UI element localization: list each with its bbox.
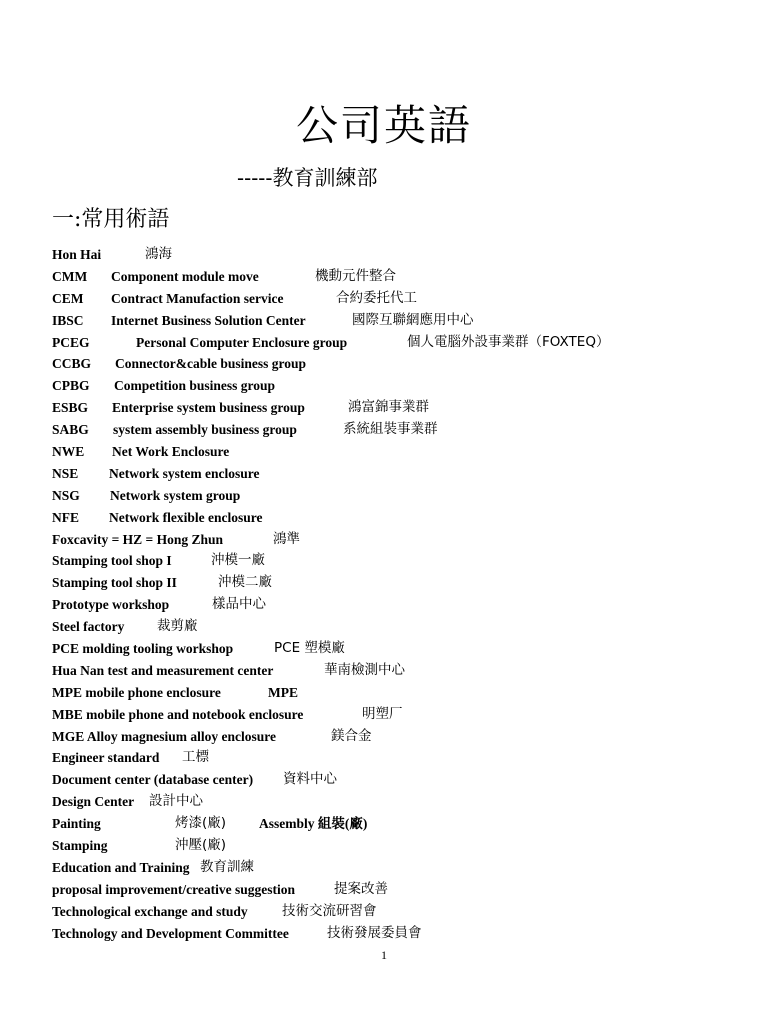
term-zh: 沖模二廠: [218, 574, 272, 591]
term-zh: 沖壓(廠): [175, 837, 227, 854]
term-en: Painting: [52, 816, 101, 832]
glossary-row-nfe: [52, 507, 752, 529]
glossary-row-cem: [52, 288, 752, 310]
glossary-row-nse: [52, 463, 752, 485]
term-en: Foxcavity = HZ = Hong Zhun: [52, 531, 224, 547]
term-abbr: IBSC: [52, 312, 84, 328]
glossary-row-painting: [52, 813, 752, 835]
term-en: PCE molding tooling workshop: [52, 641, 234, 657]
term-en: Personal Computer Enclosure group: [136, 334, 348, 350]
term-en: Document center (database center): [52, 772, 254, 788]
page-title: 公司英語: [295, 101, 472, 150]
term-zh: 國際互聯網應用中心: [352, 311, 474, 328]
term-zh: PCE 塑模廠: [274, 640, 345, 657]
glossary-row-hua-nan: [52, 660, 752, 682]
term-zh: 教育訓練: [200, 858, 254, 875]
glossary-row-pceg: [52, 332, 752, 354]
term-zh: 沖模一廠: [211, 552, 265, 569]
glossary-row-mge: [52, 726, 752, 748]
term-en: Net Work Enclosure: [112, 444, 230, 460]
term-en: Steel factory: [52, 619, 125, 635]
term-abbr: PCEG: [52, 334, 90, 350]
term-abbr: CPBG: [52, 378, 90, 394]
glossary-row-ibsc: [52, 310, 752, 332]
term-zh: 華南檢測中心: [324, 661, 405, 678]
glossary-row-engineer-standard: [52, 747, 752, 769]
glossary-row-proposal: [52, 879, 752, 901]
term-en: MPE mobile phone enclosure: [52, 684, 221, 700]
term-zh: 設計中心: [149, 793, 203, 810]
glossary-row-mpe: [52, 682, 752, 704]
term-en: Stamping: [52, 838, 108, 854]
term-zh: 工標: [182, 749, 209, 766]
term-abbr: ESBG: [52, 400, 89, 416]
term-en: system assembly business group: [113, 422, 297, 438]
glossary-row-hon-hai: [52, 244, 752, 266]
term-en: Network system group: [110, 487, 241, 503]
glossary-row-document-center: [52, 769, 752, 791]
term-zh: 提案改善: [334, 880, 388, 897]
glossary-row-ccbg: [52, 353, 752, 375]
term-en: Stamping tool shop I: [52, 553, 172, 569]
term-zh: 機動元件整合: [315, 267, 396, 284]
term-zh: 鎂合金: [331, 727, 372, 744]
glossary-row-prototype: [52, 594, 752, 616]
term-zh: 鴻海: [145, 246, 172, 262]
glossary-row-pce-molding: [52, 638, 752, 660]
term-abbr: CMM: [52, 268, 88, 284]
term-zh: 系統組裝事業群: [343, 421, 438, 438]
term-abbr: NWE: [52, 444, 85, 460]
term-abbr: CEM: [52, 290, 84, 306]
glossary-row-steel: [52, 616, 752, 638]
glossary-row-mbe: [52, 704, 752, 726]
glossary-row-stamping-shop-1: [52, 550, 752, 572]
term-zh: 鴻準: [273, 530, 300, 547]
glossary-row-foxcavity: [52, 529, 752, 551]
term-en: Hon Hai: [52, 247, 102, 262]
term-zh: 資料中心: [283, 771, 337, 788]
term-zh: 個人電腦外設事業群（FOXTEQ）: [407, 333, 610, 350]
term-en: Education and Training: [52, 859, 190, 875]
term-zh: 明塑厂: [362, 705, 403, 722]
term-abbr: CCBG: [52, 356, 92, 372]
term-en: Internet Business Solution Center: [111, 312, 306, 328]
term-en: MGE Alloy magnesium alloy enclosure: [52, 728, 277, 744]
term-zh: 烤漆(廠): [175, 815, 227, 832]
term-en: Enterprise system business group: [112, 400, 305, 416]
term-zh: 技術交流研習會: [282, 902, 377, 919]
term-abbr: NSE: [52, 465, 79, 481]
term-abbr: NSG: [52, 487, 80, 503]
term-en: Technology and Development Committee: [52, 925, 289, 941]
glossary-row-cpbg: [52, 375, 752, 397]
department-subtitle: -----教育訓練部: [237, 166, 378, 190]
glossary-row-sabg: [52, 419, 752, 441]
glossary-row-nsg: [52, 485, 752, 507]
glossary-row-esbg: [52, 397, 752, 419]
term-en-zh: Assembly 組裝(廠): [259, 816, 368, 832]
term-zh: 合約委托代工: [336, 289, 417, 306]
term-en: Component module move: [111, 268, 259, 284]
glossary-row-nwe: [52, 441, 752, 463]
term-zh: 鴻富錦事業群: [348, 399, 429, 416]
term-en: MBE mobile phone and notebook enclosure: [52, 706, 304, 722]
glossary-row-design-center: [52, 791, 752, 813]
term-en: Connector&cable business group: [115, 356, 307, 372]
glossary-list: [52, 244, 752, 945]
term-en: Prototype workshop: [52, 597, 170, 613]
term-en: Contract Manufaction service: [111, 290, 284, 306]
term-en: Network system enclosure: [109, 465, 260, 481]
term-en: Competition business group: [114, 378, 276, 394]
glossary-row-tech-committee: [52, 923, 752, 945]
glossary-row-tech-exchange: [52, 901, 752, 923]
term-zh: 裁剪廠: [157, 618, 198, 635]
term-en: proposal improvement/creative suggestion: [52, 881, 295, 897]
term-en: Design Center: [52, 794, 135, 810]
term-zh: 技術發展委員會: [327, 924, 422, 941]
glossary-row-stamping: [52, 835, 752, 857]
term-abbr: MPE: [268, 684, 298, 700]
glossary-row-stamping-shop-2: [52, 572, 752, 594]
term-en: Stamping tool shop II: [52, 575, 177, 591]
term-abbr: NFE: [52, 509, 79, 525]
term-en: Technological exchange and study: [52, 903, 248, 919]
page-number: 1: [381, 948, 387, 962]
term-zh: 樣品中心: [212, 596, 266, 613]
glossary-row-cmm: [52, 266, 752, 288]
section-heading: 一:常用術語: [52, 207, 170, 232]
glossary-row-education: [52, 857, 752, 879]
term-en: Engineer standard: [52, 750, 160, 766]
term-en: Hua Nan test and measurement center: [52, 662, 274, 678]
term-en: Network flexible enclosure: [109, 509, 263, 525]
term-abbr: SABG: [52, 422, 89, 438]
